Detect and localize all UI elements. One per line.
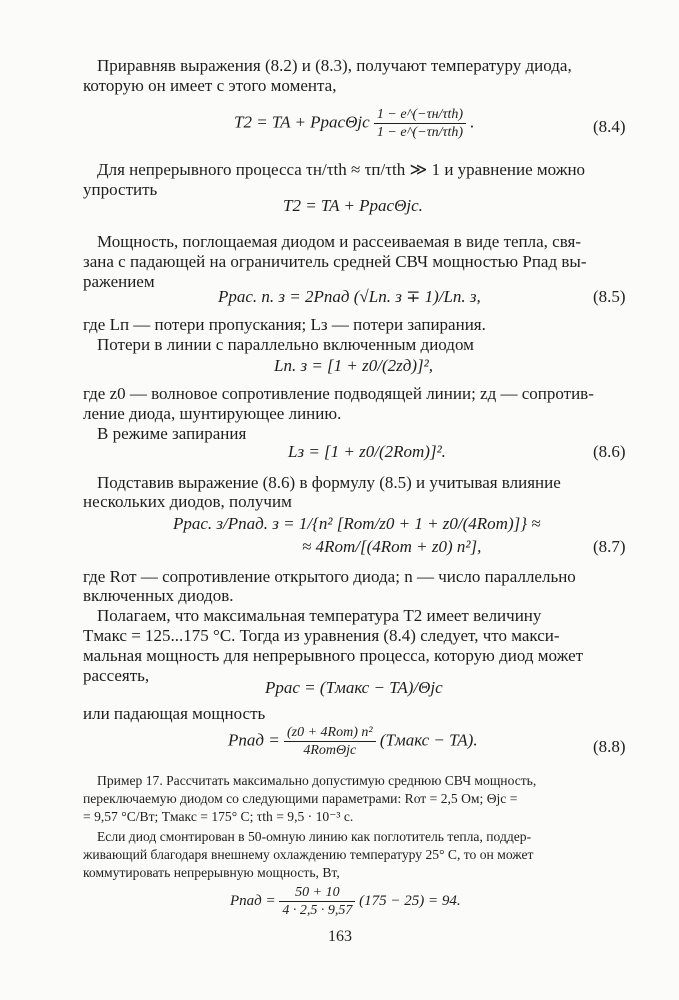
text-line: Для непрерывного процесса τн/τth ≈ τп/τth ≫ 1 и уравнение можно — [97, 160, 586, 179]
text-line: где Lп — потери пропускания; Lз — потери запирания. — [83, 315, 486, 334]
text-line: Полагаем, что максимальная температура T2 имеет величину — [97, 606, 542, 625]
text-line: ражением — [83, 272, 155, 291]
text-line: включенных диодов. — [83, 586, 234, 605]
equation-label: (8.4) — [593, 117, 626, 136]
text-line: где Rот — сопротивление открытого диода; n — число параллельно — [83, 567, 576, 586]
fraction-denominator: 4RотΘjc — [303, 743, 357, 758]
equation-dissipated-power: Pрас = (Tмакс − TA)/Θjc — [265, 678, 443, 697]
equation-8-6: Lз = [1 + z0/(2Rот)]². — [288, 442, 446, 461]
text-line: или падающая мощность — [83, 704, 266, 723]
text-line: нескольких диодов, получим — [83, 492, 292, 511]
page-number: 163 — [328, 928, 352, 945]
equation-label: (8.6) — [593, 442, 626, 461]
text-line: мальная мощность для непрерывного процесса, которую диод может — [83, 646, 584, 665]
equation-8-7-line2: ≈ 4Rот/[(4Rот + z0) n²], — [302, 537, 482, 556]
equation-tail: (Tмакс − TA). — [379, 730, 478, 750]
equation-lhs: T2 = TA + PрасΘjc — [234, 112, 370, 132]
equation-lhs: Pпад = — [230, 892, 276, 909]
equation-losses: Lп. з = [1 + z0/(2zд)]², — [274, 356, 433, 375]
fraction-numerator: 1 − e^(−τн/τth) — [374, 106, 466, 124]
fraction-denominator: 4 · 2,5 · 9,57 — [282, 903, 353, 918]
equation-label: (8.5) — [593, 287, 626, 306]
equation-tail: (175 − 25) = 94. — [359, 892, 461, 909]
text-line: упростить — [83, 180, 158, 199]
example-line: Если диод смонтирован в 50-омную линию как поглотитель тепла, поддер- — [97, 829, 532, 844]
equation-tail: . — [470, 112, 475, 132]
example-line: коммутировать непрерывную мощность, Вт, — [83, 865, 340, 880]
text-line: Приравняв выражения (8.2) и (8.3), получают температуру диода, — [97, 56, 572, 75]
text-line: которую он имеет с этого момента, — [83, 76, 337, 95]
equation-label: (8.7) — [593, 537, 626, 556]
text-line: зана с падающей на ограничитель средней СВЧ мощностью Pпад вы- — [83, 252, 587, 271]
example-line: живающий благодаря внешнему охлаждению температуру 25° C, то он может — [83, 847, 534, 862]
equation-simplified: T2 = TA + PрасΘjc. — [283, 196, 423, 215]
text-line: Подставив выражение (8.6) в формулу (8.5) и учитывая влияние — [97, 473, 561, 492]
equation-8-7-line1: Pрас. з/Pпад. з = 1/{n² [Rот/z0 + 1 + z0/(4Rот)]} ≈ — [173, 514, 541, 533]
text-line: рассеять, — [83, 666, 150, 685]
text-line: Tмакс = 125...175 °C. Тогда из уравнения (8.4) следует, что макси- — [83, 626, 560, 645]
text-line: Мощность, поглощаемая диодом и рассеиваемая в виде тепла, свя- — [97, 232, 582, 251]
example-line: = 9,57 °C/Вт; Tмакс = 175° C; τth = 9,5 · 10⁻³ с. — [83, 809, 354, 824]
equation-lhs: Pпад = — [228, 730, 280, 750]
equation-final — [230, 884, 461, 919]
example-line: Пример 17. Рассчитать максимально допустимую среднюю СВЧ мощность, — [97, 773, 537, 788]
fraction — [374, 106, 466, 141]
equation-8-8 — [228, 724, 478, 759]
equation-8-4 — [234, 106, 475, 141]
fraction-numerator: 50 + 10 — [279, 884, 355, 902]
fraction-numerator: (z0 + 4Rот) n² — [284, 724, 376, 742]
fraction — [279, 884, 355, 919]
example-line: переключаемую диодом со следующими параметрами: Rот = 2,5 Ом; Θjc = — [83, 791, 518, 806]
fraction-denominator: 1 − e^(−τп/τth) — [376, 125, 464, 140]
text-line: где z0 — волновое сопротивление подводящей линии; zд — сопротив- — [83, 384, 594, 403]
equation-label: (8.8) — [593, 737, 626, 756]
text-line: В режиме запирания — [97, 424, 247, 443]
text-line: Потери в линии с параллельно включенным диодом — [97, 335, 474, 354]
equation-8-5: Pрас. п. з = 2Pпад (√Lп. з ∓ 1)/Lп. з, — [218, 287, 481, 306]
fraction — [284, 724, 376, 759]
text-line: ление диода, шунтирующее линию. — [83, 404, 342, 423]
